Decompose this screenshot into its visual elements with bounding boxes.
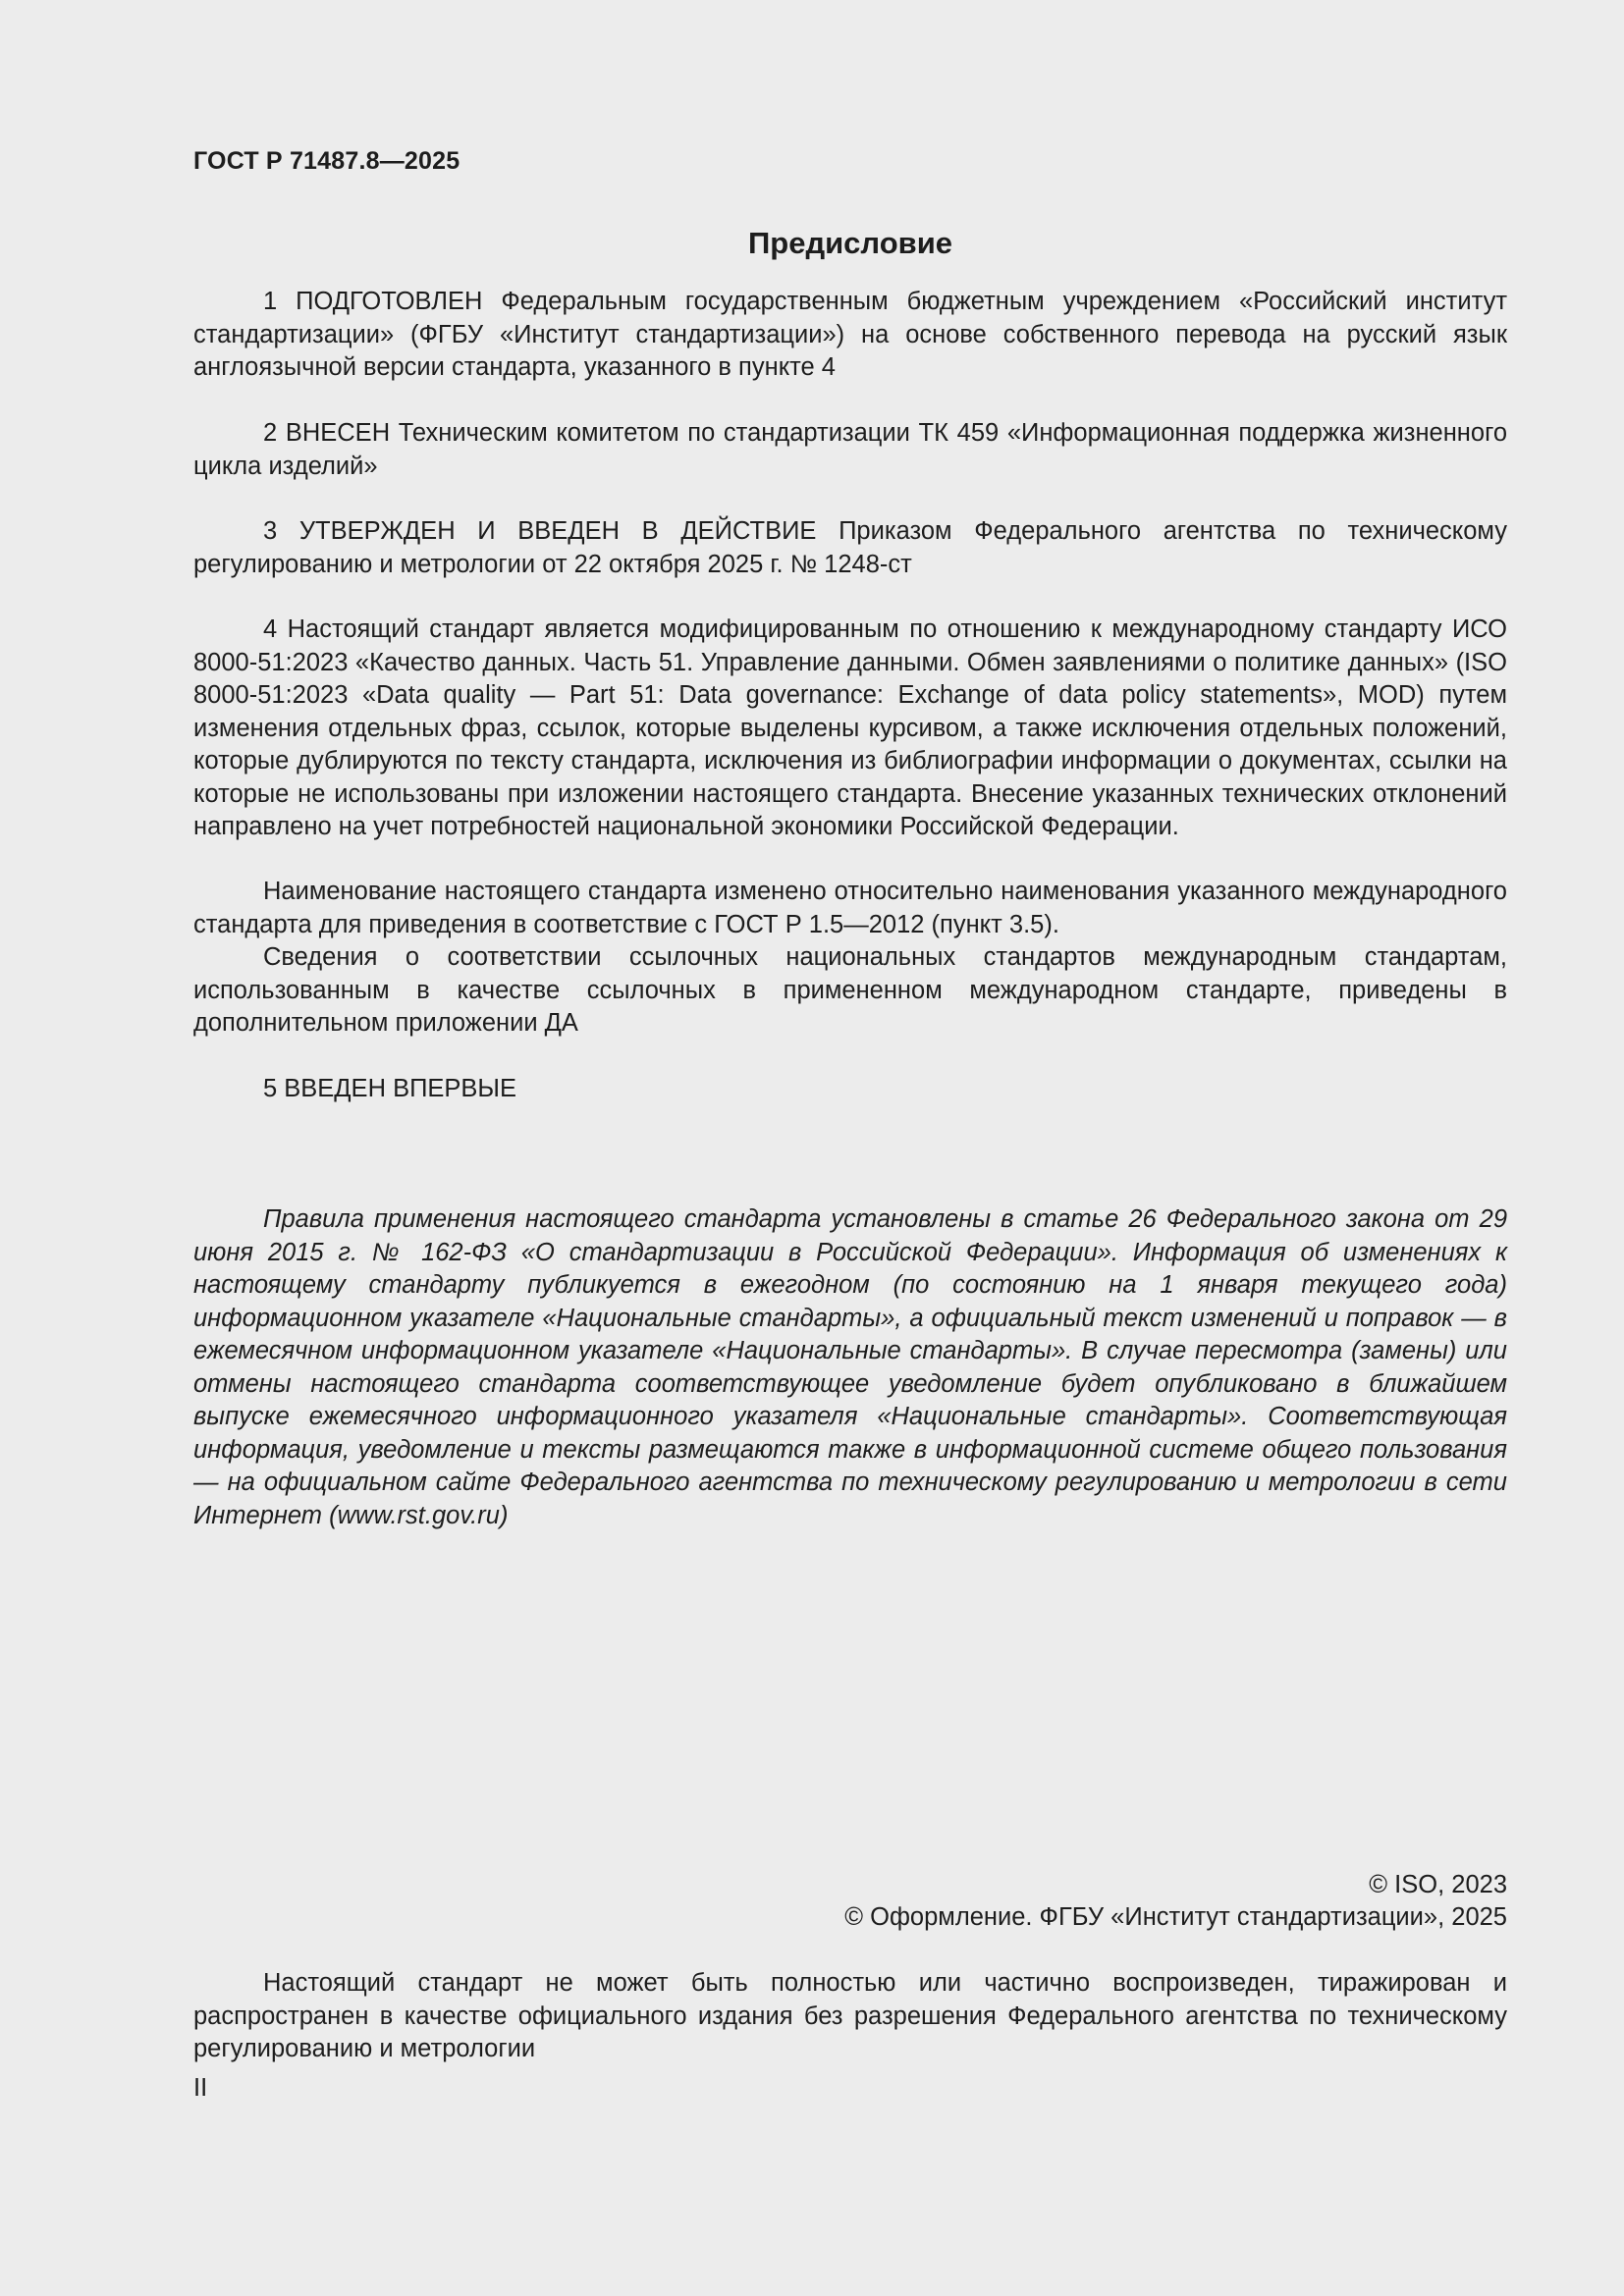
foreword-item-4-title-note: Наименование настоящего стандарта изменено относительно наименования указанного международного стандарта для приведения в соответствие с ГОСТ Р 1.5—2012 (пункт 3.5). bbox=[193, 878, 1507, 938]
document-page bbox=[193, 0, 1507, 2296]
foreword-item-1: 1 ПОДГОТОВЛЕН Федеральным государственным бюджетным учреждением «Российский институт стандартизации» (ФГБУ «Институт стандартизации») на основе собственного перевода на русский язык англоязычной версии стандарта, указанного в пункте 4 bbox=[193, 288, 1507, 381]
reproduction-notice: Настоящий стандарт не может быть полностью или частично воспроизведен, тиражирован и распространен в качестве официального издания без разрешения Федерального агентства по техническому регулированию и метрологии bbox=[193, 1969, 1507, 2062]
copyright-design: © Оформление. ФГБУ «Институт стандартизации», 2025 bbox=[844, 1903, 1507, 1931]
foreword-item-4: 4 Настоящий стандарт является модифицированным по отношению к международному стандарту ИСО 8000-51:2023 «Качество данных. Часть 51. Управление данными. Обмен заявлениями о политике данных» (ISO 8000-51:2023 «Data quality — Part 51: Data governance: Exchange of data policy statements», MOD) путем изменения отдельных фраз, ссылок, которые выделены курсивом, а также исключения отдельных положений, которые дублируются по тексту стандарта, исключения из библиографии информации о документах, ссылки на которые не использованы при изложении настоящего стандарта. Внесение указанных технических отклонений направлено на учет потребностей национальной экономики Российской Федерации. bbox=[193, 615, 1507, 840]
foreword-item-3: 3 УТВЕРЖДЕН И ВВЕДЕН В ДЕЙСТВИЕ Приказом Федерального агентства по техническому регулированию и метрологии от 22 октября 2025 г. № 1248-ст bbox=[193, 517, 1507, 578]
foreword-item-2: 2 ВНЕСЕН Техническим комитетом по стандартизации ТК 459 «Информационная поддержка жизненного цикла изделий» bbox=[193, 419, 1507, 480]
document-code: ГОСТ Р 71487.8—2025 bbox=[193, 147, 460, 175]
foreword-item-4-references-note: Сведения о соответствии ссылочных национальных стандартов международным стандартам, использованным в качестве ссылочных в примененном международном стандарте, приведены в дополнительном приложении ДА bbox=[193, 943, 1507, 1037]
foreword-title: Предисловие bbox=[747, 226, 952, 260]
rules-note: Правила применения настоящего стандарта установлены в статье 26 Федерального закона от 29 июня 2015 г. № 162-ФЗ «О стандартизации в Российской Федерации». Информация об изменениях к настоящему стандарту публикуется в ежегодном (по состоянию на 1 января текущего года) информационном указателе «Национальные стандарты», а официальный текст изменений и поправок — в ежемесячном информационном указателе «Национальные стандарты». В случае пересмотра (замены) или отмены настоящего стандарта соответствующее уведомление будет опубликовано в ближайшем выпуске ежемесячного информационного указателя «Национальные стандарты». Соответствующая информация, уведомление и тексты размещаются также в информационной системе общего пользования — на официальном сайте Федерального агентства по техническому регулированию и метрологии в сети Интернет (www.rst.gov.ru) bbox=[193, 1205, 1507, 1529]
foreword-item-5: 5 ВВЕДЕН ВПЕРВЫЕ bbox=[263, 1075, 517, 1102]
copyright-iso: © ISO, 2023 bbox=[1369, 1871, 1507, 1898]
page-number: II bbox=[193, 2074, 208, 2102]
